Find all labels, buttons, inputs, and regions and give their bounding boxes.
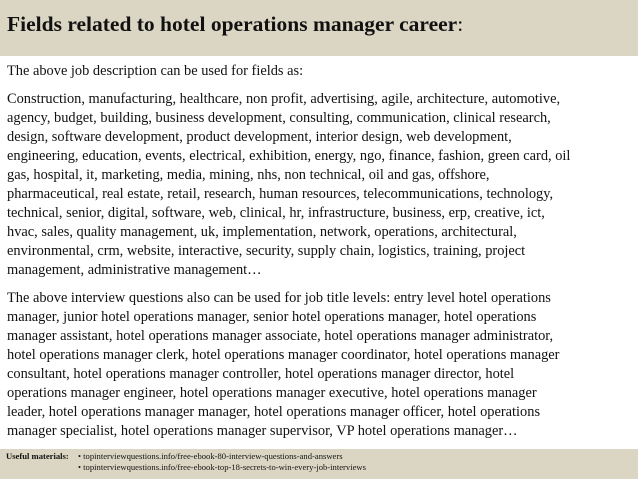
fields-line: hvac, sales, quality management, uk, implementation, network, operations, architectural, [7, 224, 517, 240]
levels-line: manager specialist, hotel operations manager supervisor, VP hotel operations manager… [7, 423, 518, 439]
fields-paragraph [7, 90, 633, 280]
levels-line: operations manager engineer, hotel operations manager executive, hotel operations manager [7, 385, 537, 401]
levels-line: hotel operations manager clerk, hotel operations manager coordinator, hotel operations manager [7, 347, 560, 363]
footer-label: Useful materials: [6, 451, 69, 461]
levels-line: manager, junior hotel operations manager, senior hotel operations manager, hotel operations [7, 309, 537, 325]
intro-text: The above job description can be used for fields as: [7, 63, 304, 79]
fields-line: technical, senior, digital, software, web, clinical, hr, infrastructure, business, erp, creative, ict, [7, 205, 545, 221]
main-content [7, 62, 633, 450]
fields-line: agency, budget, building, business development, consulting, communication, clinical research, [7, 110, 551, 126]
page-title-text: Fields related to hotel operations manager career [7, 12, 458, 36]
footer-row [6, 462, 638, 473]
levels-paragraph [7, 289, 633, 441]
page-title-colon: : [457, 12, 464, 36]
levels-line: consultant, hotel operations manager controller, hotel operations manager director, hotel [7, 366, 515, 382]
fields-line: pharmaceutical, real estate, retail, research, human resources, telecommunications, technology, [7, 186, 554, 202]
footer-link-ebook-18-secrets[interactable]: • topinterviewquestions.info/free-ebook-top-18-secrets-to-win-every-job-interviews [78, 462, 366, 472]
levels-line: The above interview questions also can be used for job title levels: entry level hotel operations [7, 290, 551, 306]
footer-link-ebook-80-questions[interactable]: • topinterviewquestions.info/free-ebook-80-interview-questions-and-answers [78, 451, 343, 461]
header-bar [0, 0, 638, 56]
footer-row [6, 451, 638, 462]
fields-line: design, software development, product development, interior design, web development, [7, 129, 512, 145]
page-title [7, 12, 463, 36]
levels-line: leader, hotel operations manager manager, hotel operations manager officer, hotel operations [7, 404, 541, 420]
fields-line: management, administrative management… [7, 262, 262, 278]
footer-bar [0, 449, 638, 479]
fields-line: engineering, education, events, electrical, exhibition, energy, ngo, finance, fashion, green card, oil [7, 148, 571, 164]
fields-line: Construction, manufacturing, healthcare, non profit, advertising, agile, architecture, automotive, [7, 91, 561, 107]
fields-line: gas, hospital, it, marketing, media, mining, nhs, non technical, oil and gas, offshore, [7, 167, 490, 183]
fields-line: environmental, crm, website, interactive, security, supply chain, logistics, training, project [7, 243, 526, 259]
levels-line: manager assistant, hotel operations manager associate, hotel operations manager administrator, [7, 328, 554, 344]
